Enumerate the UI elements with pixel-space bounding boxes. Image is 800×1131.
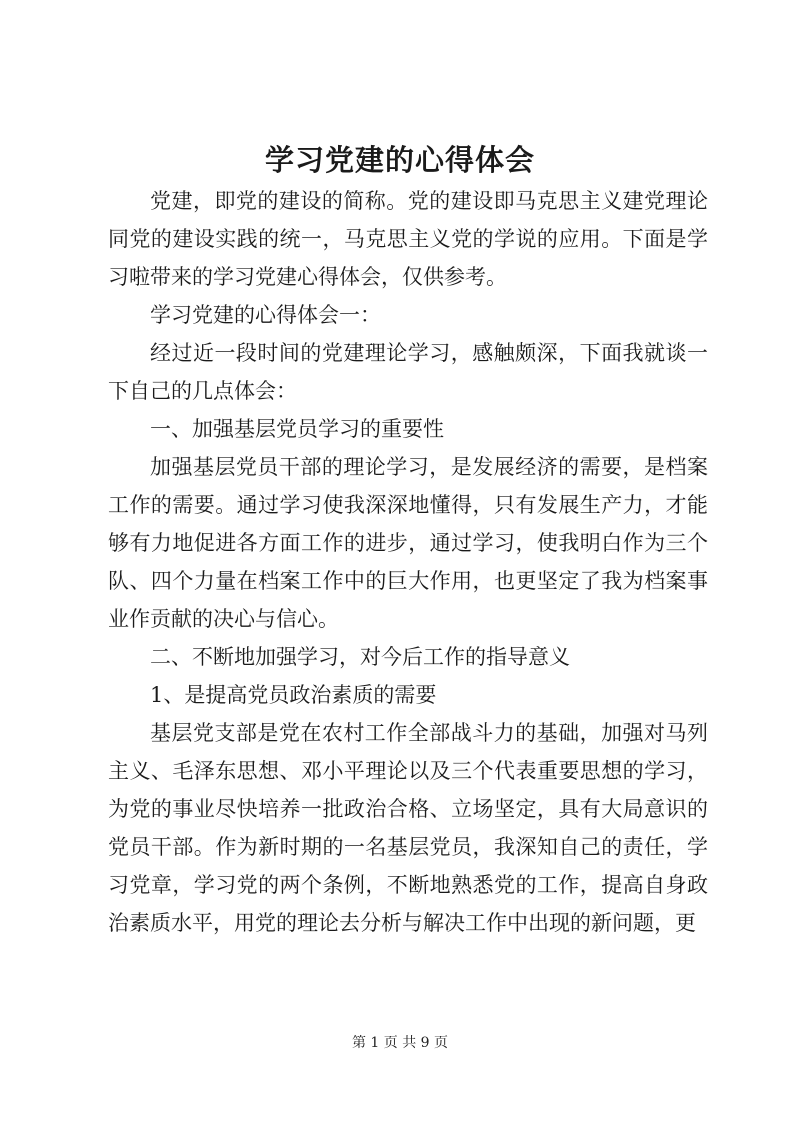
- section-heading-one: 一、加强基层党员学习的重要性: [150, 417, 444, 441]
- paragraph-section-one: 加强基层党员干部的理论学习，是发展经济的需要，是档案工作的需要。通过学习使我深深地懂得，只有发展生产力，才能够有力地促进各方面工作的进步，通过学习，使我明白作为三个队、四个力量在档案工作中的巨大作用，也更坚定了我为档案事业作贡献的决心与信心。: [108, 455, 708, 631]
- paragraph-subtitle-one: 学习党建的心得体会一：: [150, 303, 381, 327]
- page-number-footer: 第 1 页 共 9 页: [351, 1035, 449, 1051]
- subsection-heading-one: 1、是提高党员政治素质的需要: [150, 683, 437, 707]
- document-title: 学习党建的心得体会: [264, 143, 535, 177]
- paragraph-intro: 党建，即党的建设的简称。党的建设即马克思主义建党理论同党的建设实践的统一，马克思主义党的学说的应用。下面是学习啦带来的学习党建心得体会，仅供参考。: [108, 189, 708, 289]
- section-heading-two: 二、不断地加强学习，对今后工作的指导意义: [150, 645, 570, 669]
- paragraph-subsection-one: 基层党支部是党在农村工作全部战斗力的基础，加强对马列主义、毛泽东思想、邓小平理论以及三个代表重要思想的学习，为党的事业尽快培养一批政治合格、立场坚定，具有大局意识的党员干部。作为新时期的一名基层党员，我深知自己的责任，学习党章，学习党的两个条例，不断地熟悉党的工作，提高自身政治素质水平，用党的理论去分析与解决工作中出现的新问题，更: [108, 721, 708, 935]
- document-body: [108, 182, 708, 942]
- paragraph-opening: 经过近一段时间的党建理论学习，感触颇深，下面我就谈一下自己的几点体会：: [108, 341, 708, 403]
